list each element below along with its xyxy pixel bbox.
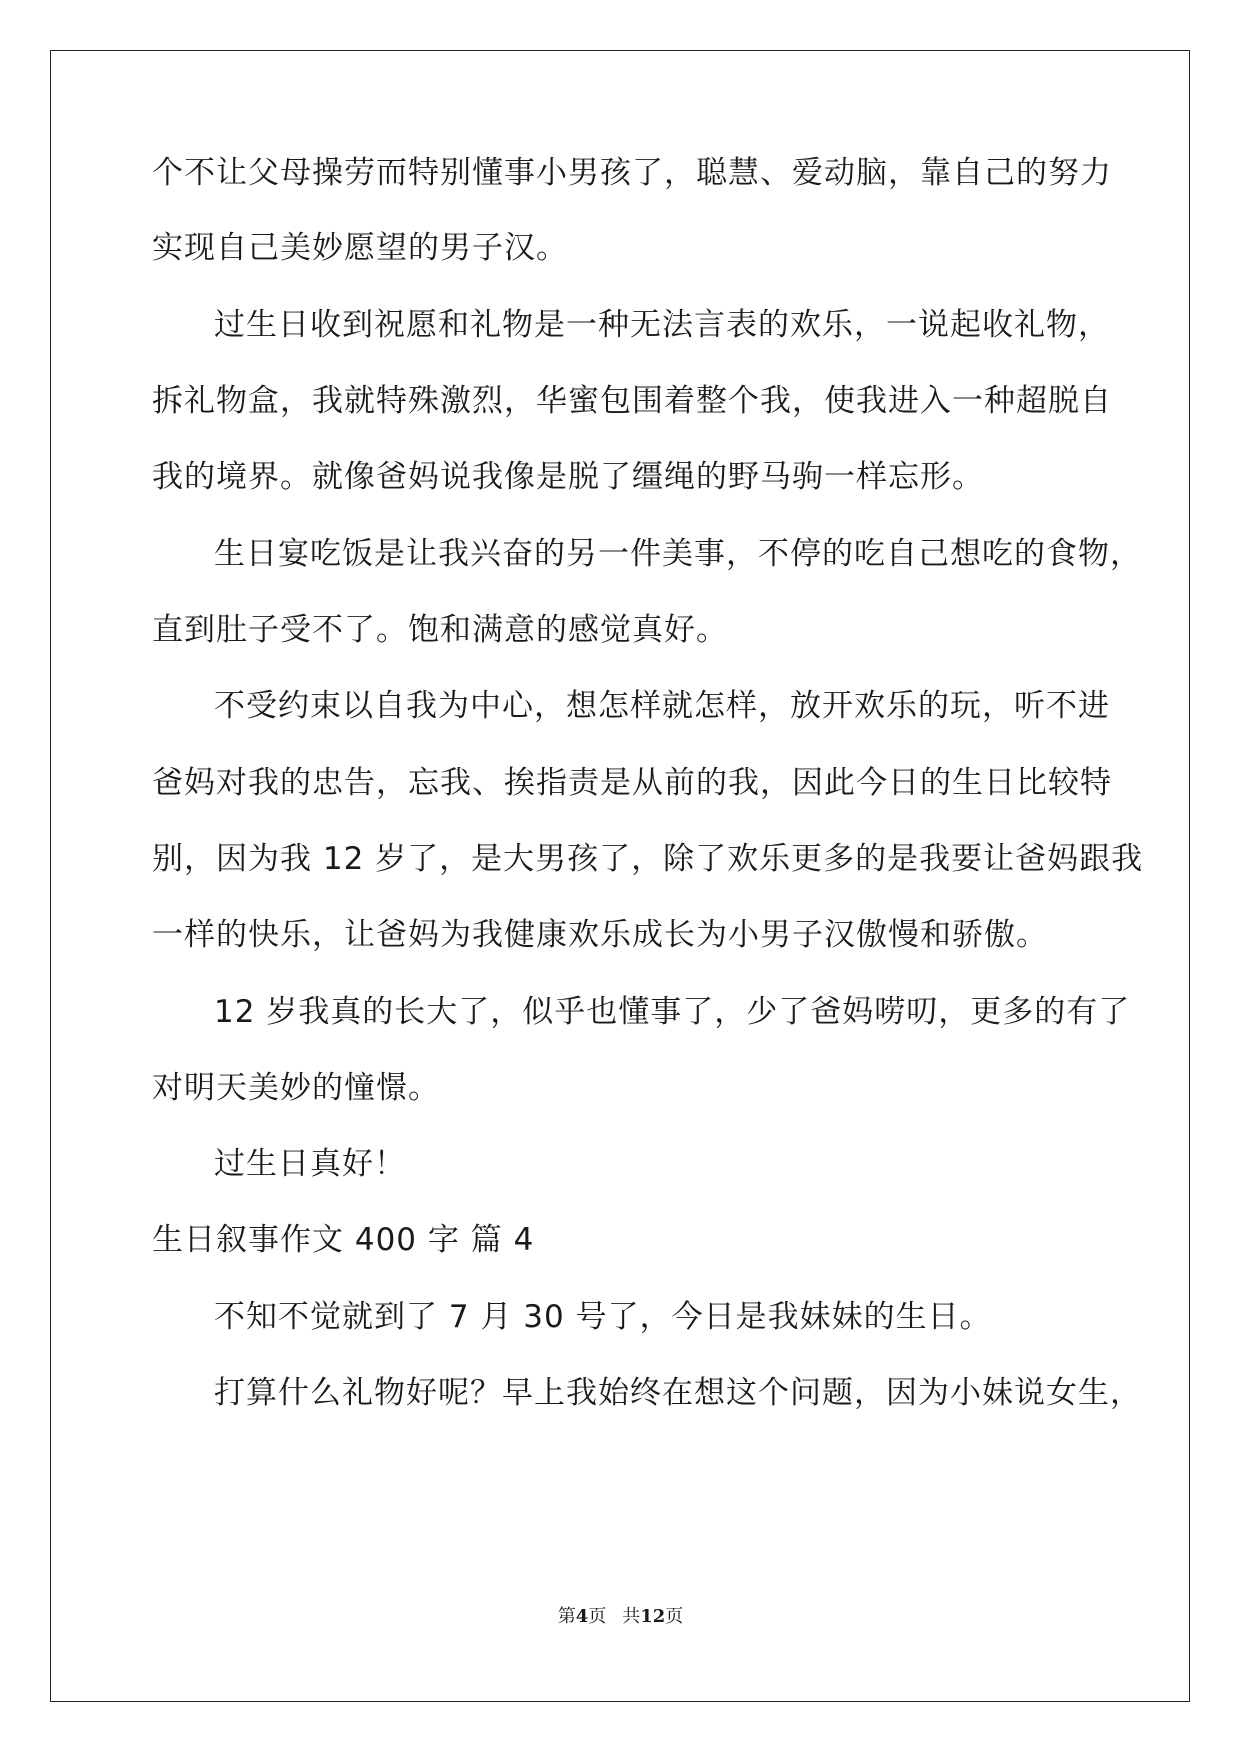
text-line: 不知不觉就到了 7 月 30 号了，今日是我妹妹的生日。	[214, 1299, 992, 1335]
text-line: 个不让父母操劳而特别懂事小男孩了，聪慧、爱动脑，靠自己的努力	[152, 155, 1112, 191]
text-line: 打算什么礼物好呢？早上我始终在想这个问题，因为小妹说女生，	[214, 1375, 1142, 1411]
text-line: 12 岁我真的长大了，似乎也懂事了，少了爸妈唠叨，更多的有了	[214, 994, 1131, 1030]
text-line: 我的境界。就像爸妈说我像是脱了缰绳的野马驹一样忘形。	[152, 459, 984, 495]
current-page-number: 4	[575, 1606, 589, 1627]
footer-prefix: 第	[557, 1606, 576, 1627]
total-pages-number: 12	[640, 1606, 666, 1627]
text-line: 不受约束以自我为中心，想怎样就怎样，放开欢乐的玩，听不进	[214, 688, 1110, 724]
text-line: 直到肚子受不了。饱和满意的感觉真好。	[152, 612, 728, 648]
text-line: 过生日收到祝愿和礼物是一种无法言表的欢乐，一说起收礼物，	[214, 307, 1110, 343]
section-heading: 生日叙事作文 400 字 篇 4	[152, 1222, 535, 1258]
footer-total-unit: 页	[665, 1606, 684, 1627]
footer-total-prefix: 共	[622, 1606, 641, 1627]
text-line: 爸妈对我的忠告，忘我、挨指责是从前的我，因此今日的生日比较特	[152, 765, 1112, 801]
text-line: 别，因为我 12 岁了，是大男孩了，除了欢乐更多的是我要让爸妈跟我	[152, 841, 1144, 877]
text-line: 生日宴吃饭是让我兴奋的另一件美事，不停的吃自己想吃的食物，	[214, 536, 1142, 572]
text-line: 实现自己美妙愿望的男子汉。	[152, 230, 568, 266]
text-line: 过生日真好！	[214, 1146, 406, 1182]
page-footer	[0, 1605, 1241, 1629]
footer-page-unit: 页	[588, 1606, 607, 1627]
text-line: 对明天美妙的憧憬。	[152, 1070, 440, 1106]
text-line: 拆礼物盒，我就特殊激烈，华蜜包围着整个我，使我进入一种超脱自	[152, 383, 1112, 419]
text-line: 一样的快乐，让爸妈为我健康欢乐成长为小男子汉傲慢和骄傲。	[152, 917, 1048, 953]
